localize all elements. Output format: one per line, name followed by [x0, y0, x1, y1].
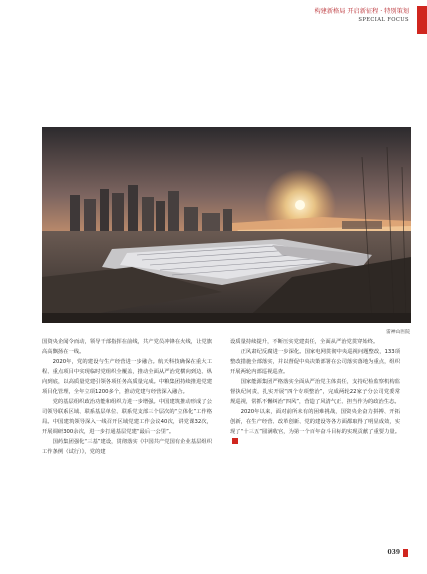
last-paragraph [230, 407, 400, 447]
paragraph: 2020年，党的建设与生产经营进一步融合。航天科技确保在重大工程、重点项目中实现临时党组织全覆盖，推动全面从严治党横向到边、纵向到底，以高质量党建引领各项任务高质量完成。中粮集团持续推进党建项目化管理，全年立项1200多个，推动党建与经营深入融合。 [42, 359, 212, 395]
header-accent-bar [417, 6, 427, 34]
paragraph-text: 2020年以来，面对前所未有的困难挑战，国资央企奋力拼搏、开拓创新，在生产经营、改革创新、党的建设等各方面都取得了明显成效，实现了“十三五”圆满收官，为第一个百年奋斗目标的实现贡献了重要力量。 [230, 409, 400, 435]
page-number: 039 [387, 549, 400, 556]
photo-caption: 雷神山医院 [386, 330, 410, 335]
paragraph: 正风肃纪反腐进一步深化。国家电网贯彻中央巡视问题整改，133项整改措施全部落实，并以督促中央决策部署在公司落实落地为重点，组织开展两轮内部巡视巡查。 [230, 349, 400, 375]
end-of-article-icon [232, 438, 238, 444]
hospital-aerial-photo [42, 127, 411, 323]
paragraph: 设质量持续提升，不断压实党建责任，全面从严治党贯穿始终。 [230, 339, 379, 345]
section-title: 构建新格局 开启新征程 · 特别策划 [314, 8, 409, 15]
paragraph: 国药集团强化“三基”建设，贯彻落实《中国共产党国有企业基层组织工作条例（试行）》，党的建 [42, 439, 212, 455]
section-title-en: SPECIAL FOCUS [358, 17, 409, 23]
paragraph: 国家能源集团严格落实全面从严治党主体责任，支持纪检监察机构监督执纪问责，扎实开展“四个专项整治”，完成两轮22家子分公司党委常规巡视，常抓不懈纠治“四风”，营造了风清气正、担当作为的政治生态。 [230, 379, 400, 405]
running-header [315, 7, 410, 24]
article-column-right [230, 337, 400, 447]
page-number-accent [403, 549, 408, 557]
paragraph: 党的基层组织政治功能和组织力进一步增强。中国建筑推动形成了公司领导联系区域、联系基层单位、联系党支部三个层次的“立体化”工作格局。中国建筑领导深入一线召开区域党建工作会议40次，讲党课32次，开展调研300余次，进一步打通基层党建“最后一公里”。 [42, 399, 212, 435]
article-column-left [42, 337, 212, 457]
paragraph: 国资央企闻令而动，领导干部指挥在前线，共产党员冲锋在火线，让党旗高高飘扬在一线。 [42, 339, 212, 355]
